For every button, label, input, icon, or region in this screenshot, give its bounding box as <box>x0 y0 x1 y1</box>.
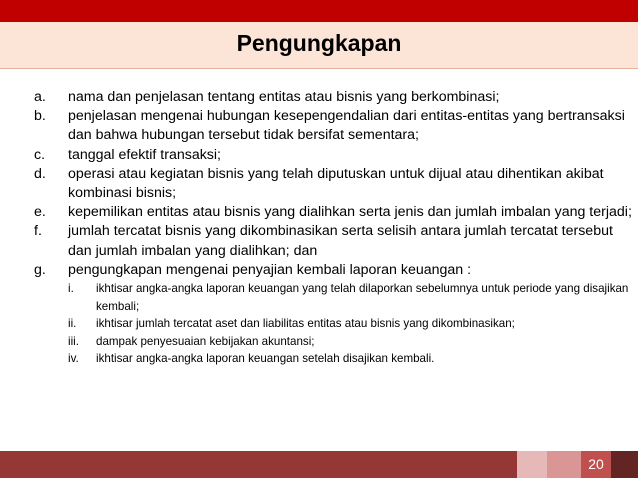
sublist-item-ii <box>34 315 634 333</box>
slide-title: Pengungkapan <box>236 30 402 56</box>
sublist-marker: iii. <box>68 334 79 348</box>
sublist-marker: i. <box>68 282 74 296</box>
list-marker: g. <box>34 261 46 278</box>
page-number: 20 <box>581 451 611 478</box>
sublist-text: ikhtisar angka-angka laporan keuangan yang telah dilaporkan sebelumnya untuk periode yang disajikan kembali; <box>96 282 629 313</box>
footer-segment <box>0 451 517 478</box>
sublist-marker: ii. <box>68 317 77 331</box>
list-text: penjelasan mengenai hubungan kesepengendalian dari entitas-entitas yang bertransaksi dan bahwa hubungan tersebut tidak bersifat sementara; <box>68 108 625 144</box>
list-item-f <box>34 222 634 260</box>
list-text: tanggal efektif transaksi; <box>68 146 221 163</box>
top-bar <box>0 0 638 22</box>
list-marker: b. <box>34 108 46 125</box>
sublist-text: ikhtisar angka-angka laporan keuangan setelah disajikan kembali. <box>96 352 435 366</box>
sublist-marker: iv. <box>68 352 79 366</box>
sublist-text: dampak penyesuaian kebijakan akuntansi; <box>96 334 315 348</box>
list-text: nama dan penjelasan tentang entitas atau bisnis yang berkombinasi; <box>68 89 500 105</box>
list-marker: c. <box>34 146 46 163</box>
sublist-item-iv <box>34 350 634 368</box>
footer-segment <box>611 451 638 478</box>
disclosure-list <box>34 88 634 368</box>
sublist-text: ikhtisar jumlah tercatat aset dan liabilitas entitas atau bisnis yang dikombinasikan; <box>96 317 515 331</box>
list-text: kepemilikan entitas atau bisnis yang dialihkan serta jenis dan jumlah imbalan yang terjadi; <box>68 204 632 221</box>
list-marker: f. <box>34 223 42 240</box>
list-marker: d. <box>34 165 46 182</box>
list-text: jumlah tercatat bisnis yang dikombinasikan serta selisih antara jumlah tercatat tersebut dan jumlah imbalan yang dialihkan; dan <box>68 223 613 259</box>
sublist-item-iii <box>34 333 634 351</box>
sublist-item-i <box>34 280 634 315</box>
footer-segment <box>547 451 581 478</box>
list-text: operasi atau kegiatan bisnis yang telah diputuskan untuk dijual atau dihentikan akibat kombinasi bisnis; <box>68 165 604 202</box>
list-marker: e. <box>34 204 46 221</box>
list-item-e <box>34 203 634 222</box>
list-item-b <box>34 107 634 145</box>
list-text: pengungkapan mengenai penyajian kembali laporan keuangan : <box>68 261 472 278</box>
list-item-d <box>34 165 634 203</box>
list-marker: a. <box>34 89 46 105</box>
footer-bar <box>0 451 638 478</box>
list-item-g <box>34 261 634 280</box>
list-item-a <box>34 88 634 107</box>
list-item-c <box>34 146 634 165</box>
footer-segment <box>517 451 547 478</box>
